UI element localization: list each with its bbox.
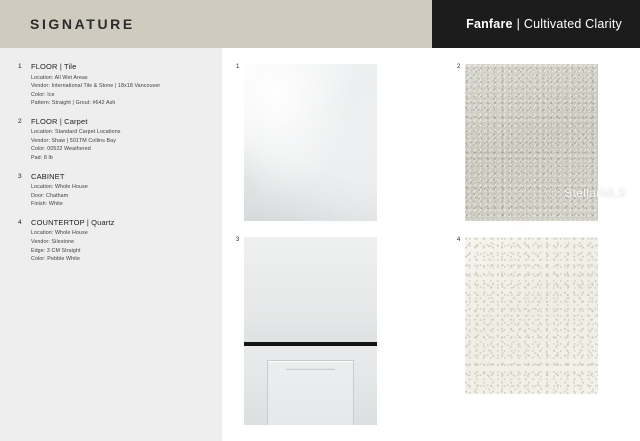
spec-number: 2 (18, 117, 22, 125)
spec-body (31, 218, 212, 264)
spec-detail-edge: Edge: 3 CM Straight (31, 247, 81, 254)
sample-number: 1 (236, 64, 240, 70)
tile-swatch (244, 64, 377, 221)
spec-item-countertop (18, 218, 212, 264)
sample-grid (222, 48, 640, 441)
sample-number: 3 (236, 237, 240, 243)
quartz-swatch (465, 237, 598, 394)
spec-item-floor-carpet (18, 117, 212, 163)
spec-item-floor-tile (18, 62, 212, 108)
spec-body (31, 172, 212, 209)
header-left-band (0, 0, 432, 48)
brand-separator: | (516, 17, 520, 31)
carpet-swatch (465, 64, 598, 221)
watermark: StellarMLS (564, 186, 626, 200)
spec-title: CABINET (31, 171, 65, 181)
cabinet-handle (286, 368, 334, 371)
spec-title: FLOOR | Tile (31, 62, 77, 71)
specification-list (0, 48, 222, 441)
spec-detail-location: Location: Whole House (31, 184, 88, 191)
spec-detail-color: Color: Ice (31, 91, 55, 98)
header-right-band (432, 0, 640, 48)
spec-number: 1 (18, 63, 22, 70)
spec-detail-color: Color: 00522 Weathered (31, 146, 91, 153)
spec-detail-location: Location: Whole House (31, 230, 88, 237)
sample-number: 4 (457, 237, 461, 243)
spec-detail-vendor: Vendor: Silestone (31, 238, 75, 245)
spec-detail-door: Door: Chatham (31, 192, 69, 199)
cabinet-swatch (244, 237, 377, 425)
spec-detail-location: Location: All Wet Areas (31, 74, 88, 81)
spec-detail-color: Color: Pebble White (31, 256, 81, 263)
page-title: SIGNATURE (30, 16, 135, 32)
page-header (0, 0, 640, 48)
sample-number: 2 (457, 64, 461, 70)
spec-title: FLOOR | Carpet (31, 116, 88, 126)
cabinet-lower-door (244, 346, 377, 425)
spec-body (31, 117, 212, 163)
sample-cell-quartz (457, 237, 598, 394)
spec-title: COUNTERTOP | Quartz (31, 217, 115, 227)
spec-item-cabinet (18, 172, 212, 209)
spec-number: 3 (18, 172, 22, 180)
sample-cell-tile (236, 64, 377, 221)
sample-cell-cabinet (236, 237, 377, 425)
spec-detail-location: Location: Standard Carpet Locations (31, 129, 121, 136)
spec-number: 4 (18, 218, 22, 226)
spec-detail-pattern: Pattern: Straight | Grout: #642 Ash (31, 100, 116, 107)
brand-name: Fanfare (466, 17, 513, 31)
spec-body (31, 62, 212, 108)
collection-name: Cultivated Clarity (523, 17, 622, 31)
spec-detail-finish: Finish: White (31, 201, 63, 208)
cabinet-door-panel (267, 360, 355, 425)
sample-cell-carpet (457, 64, 598, 221)
spec-detail-pad: Pad: 8 lb (31, 155, 53, 162)
spec-detail-vendor: Vendor: Shaw | 501TM Collins Bay (31, 137, 116, 144)
spec-detail-vendor: Vendor: International Tile & Stone | 18x18 Vancouver (31, 83, 161, 90)
cabinet-upper-door (244, 237, 377, 342)
